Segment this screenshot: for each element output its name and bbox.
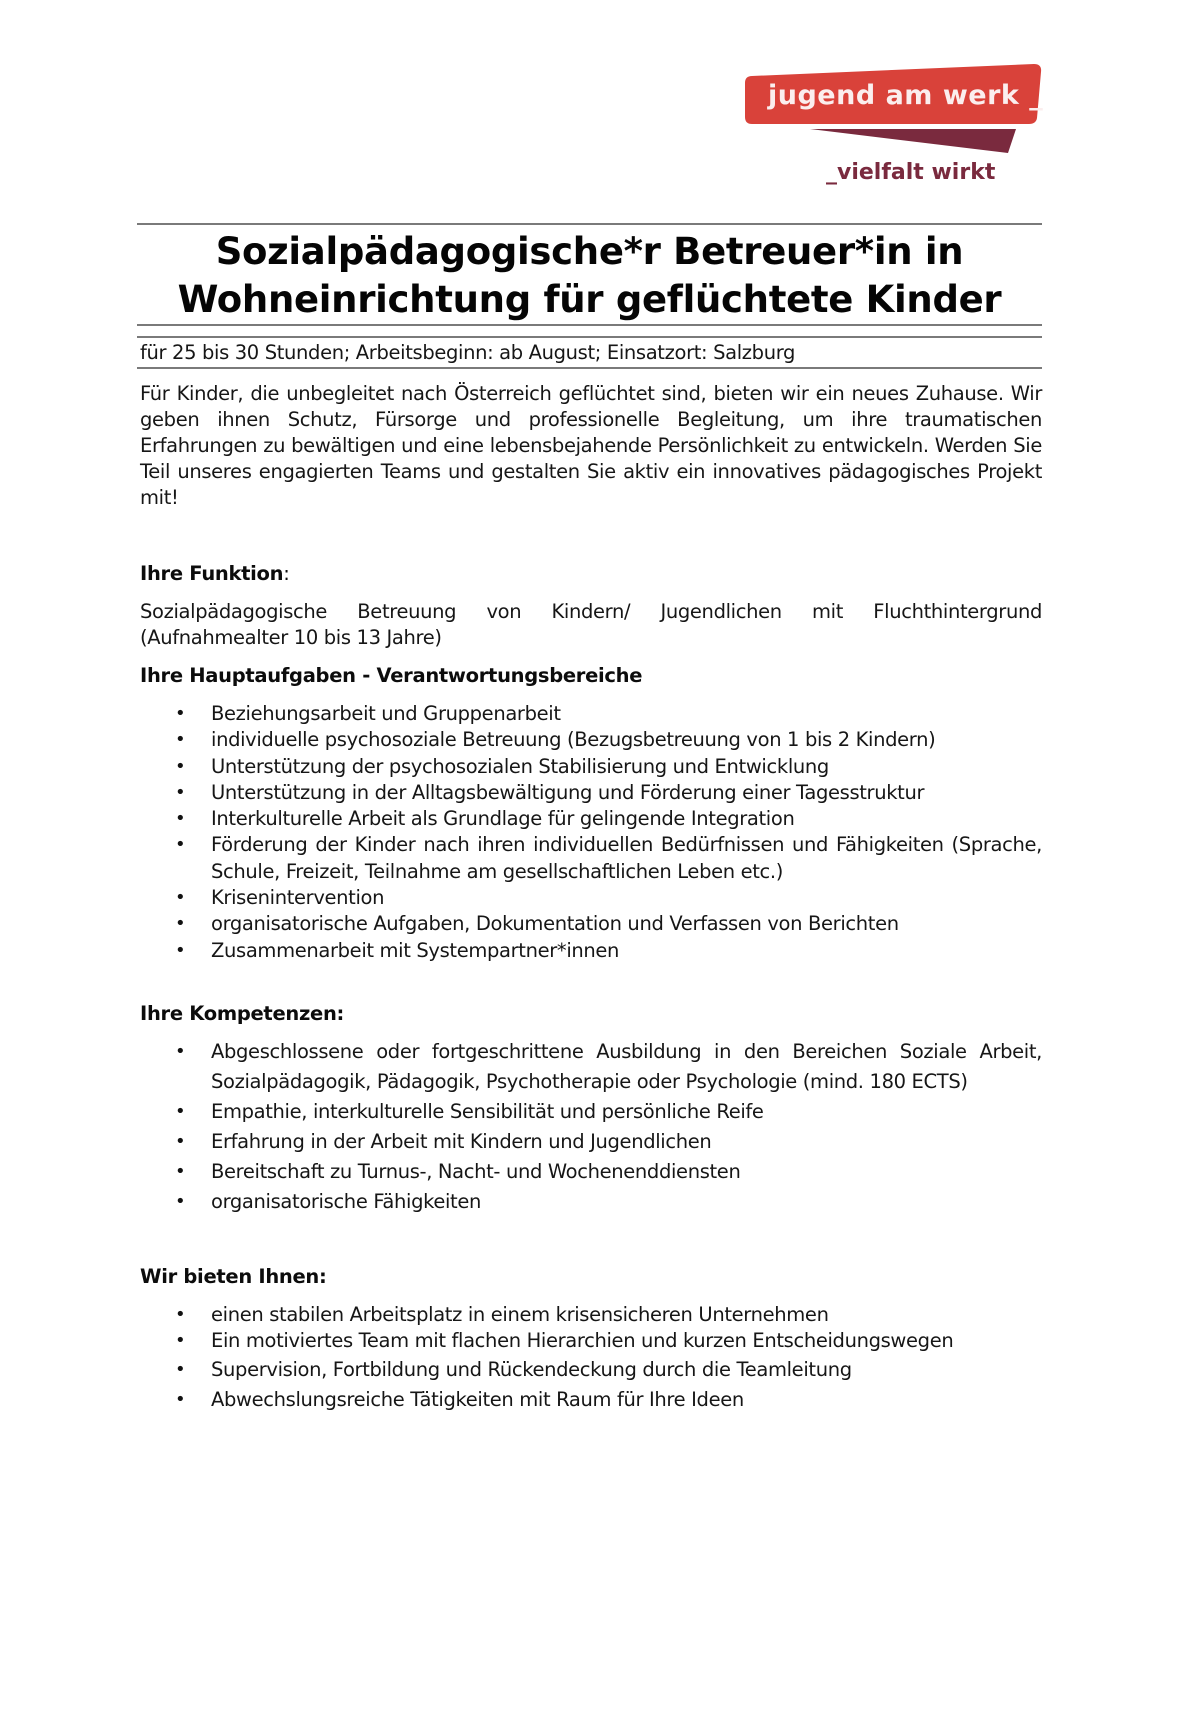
bullet-icon: • (175, 1161, 186, 1182)
bullet-icon: • (175, 1389, 186, 1410)
bullet-icon: • (175, 808, 186, 830)
section-heading-kompetenzen: Ihre Kompetenzen: (140, 1002, 345, 1025)
section-heading-funktion (140, 561, 290, 587)
funktion-heading-colon: : (283, 562, 290, 585)
bullet-icon: • (175, 1131, 186, 1152)
bullet-icon: • (175, 1041, 186, 1062)
list-item: • Empathie, interkulturelle Sensibilität und persönliche Reife (0, 1097, 1042, 1127)
bullet-icon: • (175, 887, 186, 909)
list-item: • Abwechslungsreiche Tätigkeiten mit Raum für Ihre Ideen (175, 1388, 744, 1411)
section-heading-angebot: Wir bieten Ihnen: (140, 1265, 327, 1288)
list-item: • einen stabilen Arbeitsplatz in einem krisensicheren Unternehmen (175, 1303, 829, 1326)
list-item: • Abgeschlossene oder fortgeschrittene Ausbildung in den Bereichen Soziale Arbeit, Sozialpädagogik, Pädagogik, Psychotherapie oder Psychologie (mind. 180 ECTS) (0, 1037, 1042, 1097)
list-item: • Ein motiviertes Team mit flachen Hierarchien und kurzen Entscheidungswegen (175, 1329, 954, 1352)
angebot-list (0, 1302, 1042, 1413)
list-item: • Unterstützung der psychosozialen Stabilisierung und Entwicklung (0, 754, 1042, 780)
job-subtitle: für 25 bis 30 Stunden; Arbeitsbeginn: ab August; Einsatzort: Salzburg (140, 341, 796, 364)
list-item: • organisatorische Aufgaben, Dokumentation und Verfassen von Berichten (0, 911, 1042, 937)
list-item: • Bereitschaft zu Turnus-, Nacht- und Wochenenddiensten (0, 1157, 1042, 1187)
list-item: • Unterstützung in der Alltagsbewältigung und Förderung einer Tagesstruktur (0, 780, 1042, 806)
intro-paragraph: Für Kinder, die unbegleitet nach Österreich geflüchtet sind, bieten wir ein neues Zuhause. Wir geben ihnen Schutz, Fürsorge und professionelle Begleitung, um ihre traumatischen Erfahrungen zu bewältigen und eine lebensbejahende Persönlichkeit zu entwickeln. Werden Sie Teil unseres engagierten Teams und gestalten Sie aktiv ein innovatives pädagogisches Projekt mit! (140, 382, 1042, 509)
list-item: • Beziehungsarbeit und Gruppenarbeit (0, 701, 1042, 727)
list-item: • organisatorische Fähigkeiten (0, 1187, 1042, 1217)
brand-slogan: _vielfalt wirkt (826, 160, 996, 185)
list-item: • Supervision, Fortbildung und Rückendeckung durch die Teamleitung (175, 1358, 852, 1381)
logo-wedge-shape (810, 129, 1016, 153)
bullet-icon: • (175, 1191, 186, 1212)
divider-top (137, 223, 1042, 225)
bullet-icon: • (175, 781, 186, 803)
divider-title-bottom (137, 324, 1042, 326)
bullet-icon: • (175, 703, 186, 724)
brand-name: jugend am werk _ (768, 80, 1044, 111)
bullet-icon: • (175, 729, 186, 751)
funktion-paragraph: Sozialpädagogische Betreuung von Kindern/ Jugendlichen mit Fluchthintergrund (Aufnahmealter 10 bis 13 Jahre) (140, 600, 1042, 649)
bullet-icon: • (175, 1304, 186, 1325)
bullet-icon: • (175, 913, 186, 935)
list-item: • Krisenintervention (0, 885, 1042, 911)
divider-subtitle-bottom (137, 367, 1042, 369)
list-item: • Förderung der Kinder nach ihren individuellen Bedürfnissen und Fähigkeiten (Sprache, Schule, Freizeit, Teilnahme am gesellschaftlichen Leben etc.) (175, 833, 1042, 883)
bullet-icon: • (175, 1330, 186, 1351)
page-title (137, 228, 1042, 324)
list-item: • Interkulturelle Arbeit als Grundlage für gelingende Integration (0, 806, 1042, 832)
list-item: • Erfahrung in der Arbeit mit Kindern und Jugendlichen (0, 1127, 1042, 1157)
bullet-icon: • (175, 939, 186, 961)
hauptaufgaben-list (0, 701, 1042, 964)
title-line-1: Sozialpädagogische*r Betreuer*in in (215, 230, 964, 273)
funktion-heading-text: Ihre Funktion (140, 562, 284, 585)
list-item: • individuelle psychosoziale Betreuung (Bezugsbetreuung von 1 bis 2 Kindern) (0, 727, 1042, 753)
list-item: • Zusammenarbeit mit Systempartner*innen (0, 938, 1042, 964)
bullet-icon: • (175, 755, 186, 777)
bullet-icon: • (175, 834, 186, 856)
title-line-2: Wohneinrichtung für geflüchtete Kinder (177, 278, 1002, 321)
bullet-icon: • (175, 1101, 186, 1122)
section-heading-hauptaufgaben: Ihre Hauptaufgaben - Verantwortungsbereiche (140, 664, 643, 687)
divider-subtitle-top (137, 336, 1042, 338)
bullet-icon: • (175, 1359, 186, 1380)
kompetenzen-list (0, 1037, 1042, 1217)
